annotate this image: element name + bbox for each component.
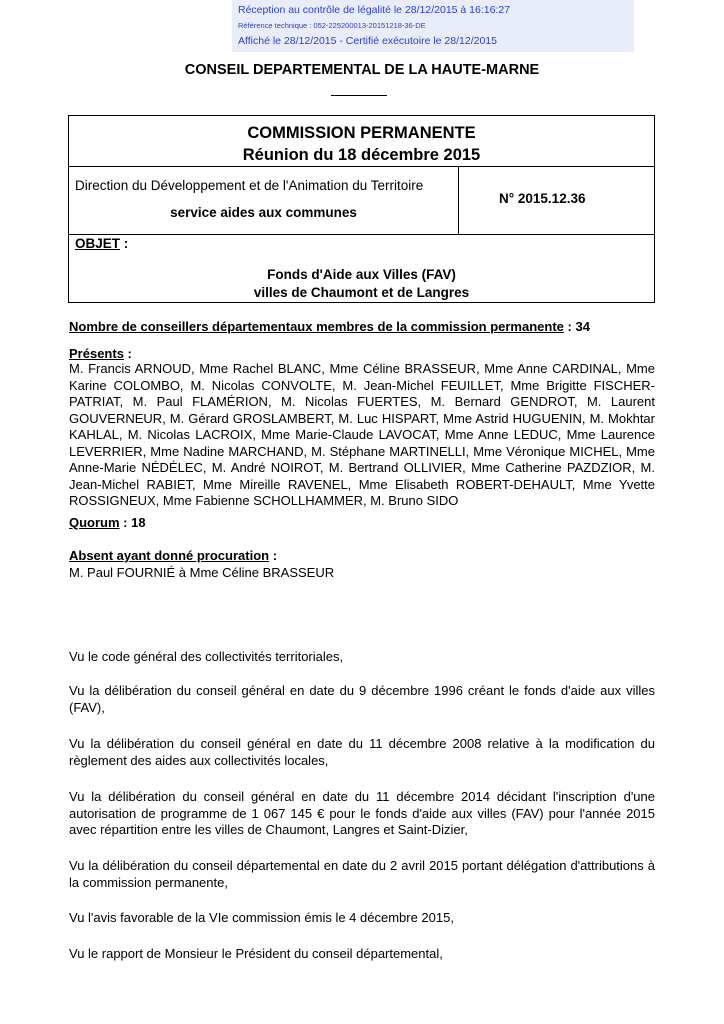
service-cell xyxy=(69,167,459,234)
deliberation-header-box xyxy=(68,115,655,303)
consideration-paragraph: Vu la délibération du conseil général en date du 9 décembre 1996 créant le fonds d'aide aux villes (FAV), xyxy=(69,683,655,715)
present-list: M. Francis ARNOUD, Mme Rachel BLANC, Mme Céline BRASSEUR, Mme Anne CARDINAL, Mme Karine COLOMBO, M. Nicolas CONVOLTE, M. Jean-Michel FEUILLET, Mme Brigitte FISCHER-PATRIAT, M. Paul FLAMÉRION, M. Nicolas FUERTES, M. Bernard GENDROT, M. Laurent GOUVERNEUR, M. Gérard GROSLAMBERT, M. Luc HISPART, Mme Astrid HUGUENIN, M. Mokhtar KAHLAL, M. Nicolas LACROIX, Mme Marie-Claude LAVOCAT, Mme Anne LEDUC, Mme Laurence LEVERRIER, Mme Nadine MARCHAND, M. Stéphane MARTINELLI, Mme Véronique MICHEL, Mme Anne-Marie NÉDÉLEC, M. André NOIROT, M. Bertrand OLLIVIER, Mme Catherine PAZDZIOR, M. Jean-Michel RABIET, Mme Mireille RAVENEL, Mme Elisabeth ROBERT-DEHAULT, Mme Yvette ROSSIGNEUX, Mme Fabienne SCHOLLHAMMER, M. Bruno SIDO xyxy=(69,361,655,508)
absent-colon: : xyxy=(269,548,278,563)
present-colon: : xyxy=(123,346,132,361)
absent-label: Absent ayant donné procuration xyxy=(69,548,270,563)
absent-list: M. Paul FOURNIÉ à Mme Céline BRASSEUR xyxy=(69,565,335,580)
deliberation-number: N° 2015.12.36 xyxy=(499,191,586,206)
title-row xyxy=(69,116,654,167)
consideration-paragraph: Vu la délibération du conseil général en date du 11 décembre 2014 décidant l'inscription d'une autorisation de programme de 1 067 145 € pour le fonds d'aide aux villes (FAV) pour l'année 2015 avec répartition entre les villes de Chaumont, Langres et Saint-Dizier, xyxy=(69,789,655,837)
heading-rule xyxy=(331,95,387,96)
stamp-affiche: Affiché le 28/12/2015 - Certifié exécutoire le 28/12/2015 xyxy=(238,35,497,47)
direction-name: Direction du Développement et de l'Animation du Territoire xyxy=(75,178,424,193)
organization-heading: CONSEIL DEPARTEMENTAL DE LA HAUTE-MARNE xyxy=(184,62,540,78)
stamp-reception: Réception au contrôle de légalité le 28/12/2015 à 16:16:27 xyxy=(238,4,511,16)
service-row xyxy=(69,167,654,235)
objet-label xyxy=(75,236,128,251)
present-label: Présents xyxy=(69,346,124,361)
quorum xyxy=(69,515,655,532)
objet-colon: : xyxy=(120,236,129,251)
members-count-value: : 34 xyxy=(563,319,590,334)
absent-heading xyxy=(69,548,655,565)
consideration-paragraph: Vu la délibération du conseil départemental en date du 2 avril 2015 portant délégation d'attributions à la commission permanente, xyxy=(69,858,655,890)
quorum-label: Quorum xyxy=(69,515,120,530)
subject-line-1: Fonds d'Aide aux Villes (FAV) xyxy=(267,267,456,282)
subject-line-2: villes de Chaumont et de Langres xyxy=(253,285,470,300)
commission-title: COMMISSION PERMANENTE xyxy=(247,124,476,142)
members-count-label: Nombre de conseillers départementaux membres de la commission permanente xyxy=(69,319,564,334)
meeting-date: Réunion du 18 décembre 2015 xyxy=(242,146,481,164)
consideration-paragraph: Vu le rapport de Monsieur le Président du conseil départemental, xyxy=(69,946,443,961)
service-name: service aides aux communes xyxy=(170,205,357,220)
objet-label-text: OBJET xyxy=(75,236,121,251)
consideration-paragraph: Vu le code général des collectivités territoriales, xyxy=(69,649,344,664)
members-count xyxy=(69,319,655,336)
consideration-paragraph: Vu la délibération du conseil général en date du 11 décembre 2008 relative à la modification du règlement des aides aux collectivités locales, xyxy=(69,736,655,768)
legality-stamp xyxy=(232,0,634,52)
stamp-reference: Référence technique : 052-225200013-20151218-36-DE xyxy=(238,21,426,30)
consideration-paragraph: Vu l'avis favorable de la VIe commission émis le 4 décembre 2015, xyxy=(69,910,454,925)
quorum-value: : 18 xyxy=(119,515,146,530)
